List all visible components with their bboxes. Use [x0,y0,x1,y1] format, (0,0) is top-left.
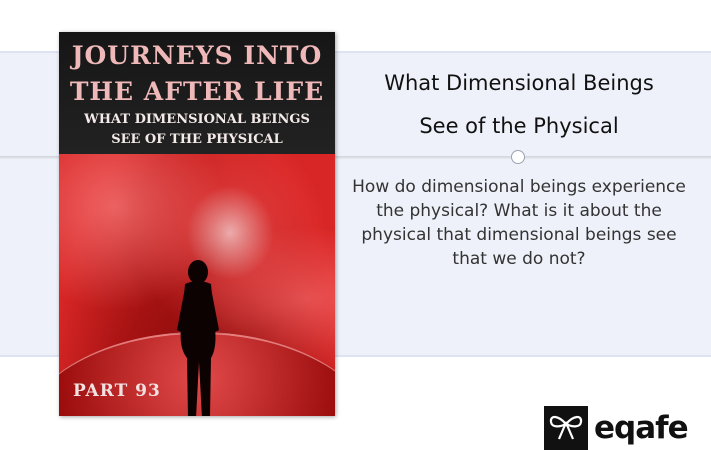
poster-title-line-1: JOURNEYS INTO [71,41,323,70]
poster-part-label: PART 93 [73,381,161,401]
bow-icon [548,413,584,443]
divider-knob [511,150,525,164]
poster-subtitle [59,110,335,150]
poster-subtitle-line-1: WHAT DIMENSIONAL BEINGS [84,112,310,127]
poster-title [59,38,335,110]
page-title [350,62,688,148]
poster-title-line-2: THE AFTER LIFE [69,77,325,106]
logo-box [544,406,588,450]
poster-image [59,32,335,416]
description: How do dimensional beings experience the physical? What is it about the physical that dimensional beings see that we do not? [352,177,686,269]
poster-subtitle-line-2: SEE OF THE PHYSICAL [111,132,283,147]
title-line-1: What Dimensional Beings [384,71,654,95]
title-line-2: See of the Physical [419,114,619,138]
eqafe-logo[interactable] [544,406,688,450]
woman-silhouette-icon [163,258,233,416]
logo-text: eqafe [594,410,688,446]
